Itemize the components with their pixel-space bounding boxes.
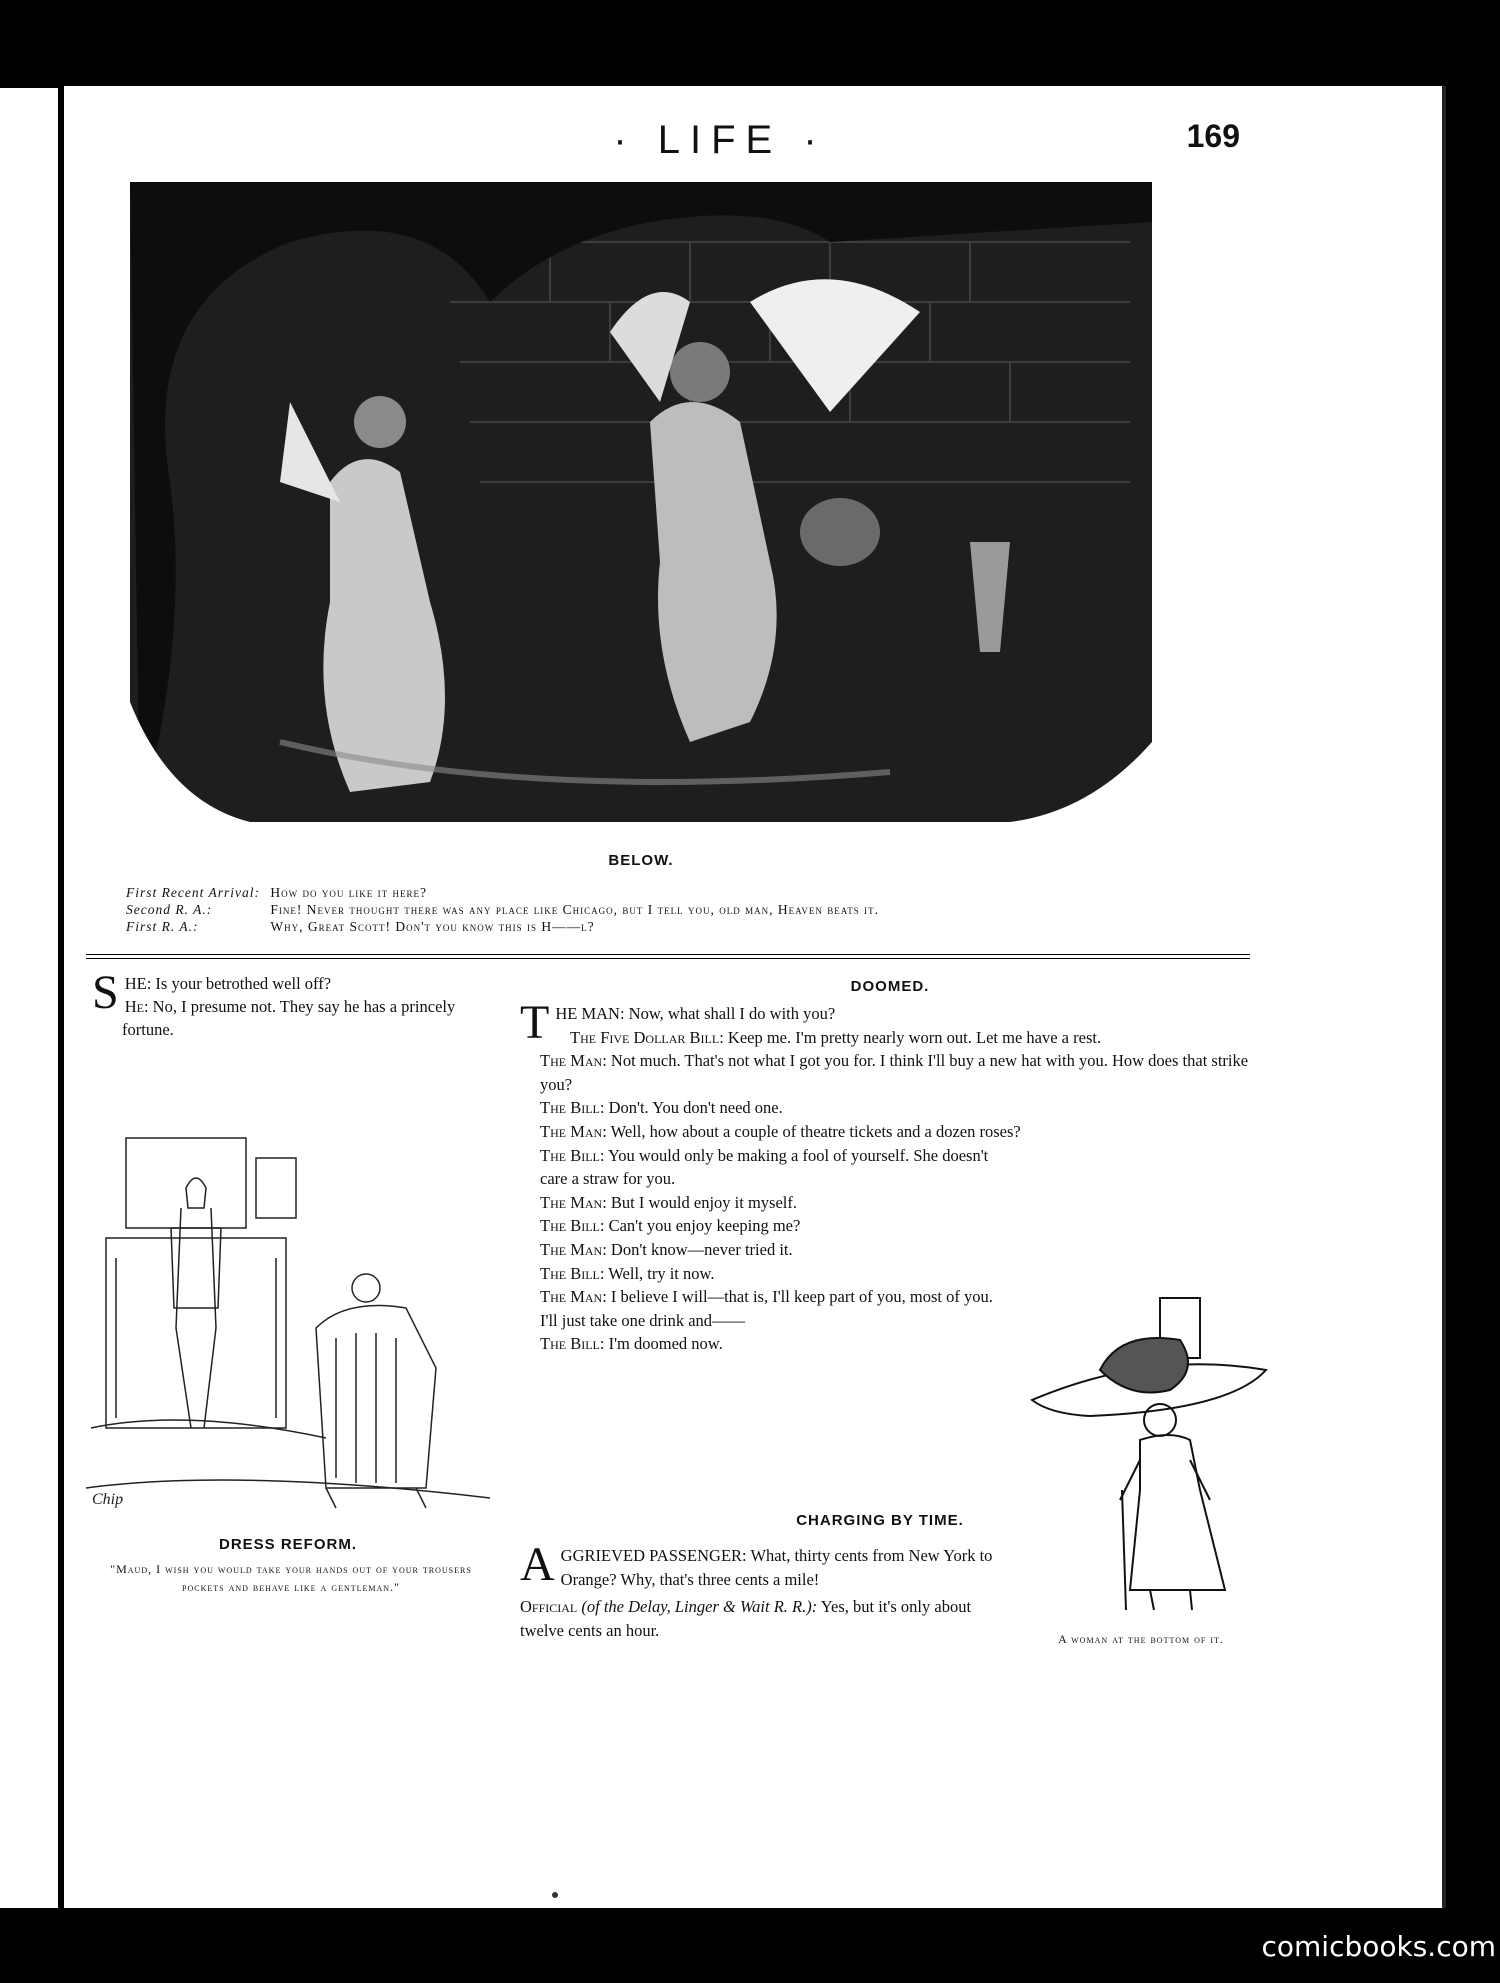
line-text: Can't you enjoy keeping me? — [604, 1216, 801, 1236]
speaker: The Man: — [540, 1287, 607, 1307]
speaker: The Bill: — [540, 1216, 605, 1236]
line-text: Not much. That's not what I got you for. I think I'll buy a new hat with you. How does that strike you? — [540, 1051, 1249, 1094]
below-title: BELOW. — [608, 852, 674, 869]
dress-reform-illustration — [86, 1128, 490, 1526]
line-text: Don't. You don't need one. — [604, 1098, 783, 1118]
line-text: I believe I will—that is, I'll keep part of you, most of you. I'll just take one drink and—— — [540, 1287, 993, 1330]
drop-cap: S — [92, 966, 119, 1019]
line-text: Well, try it now. — [604, 1263, 715, 1283]
drop-cap: T — [520, 996, 550, 1049]
line-text: Why, Great Scott! Don't you know this is H——l? — [270, 919, 595, 934]
below-illustration — [130, 182, 1152, 822]
dialog-line — [520, 1002, 1260, 1026]
watermark: comicbooks.com — [1261, 1930, 1496, 1963]
line-text: Keep me. I'm pretty nearly worn out. Let me have a rest. — [723, 1027, 1102, 1047]
line-text: Is your betrothed well off? — [151, 974, 332, 993]
line-text: Now, what shall I do with you? — [624, 1004, 836, 1023]
line-text: I'm doomed now. — [604, 1334, 723, 1354]
speaker: The Bill: — [540, 1145, 605, 1165]
she-he-joke — [92, 966, 492, 1041]
speaker: The Man: — [540, 1121, 607, 1141]
speaker: HE: — [124, 974, 152, 993]
speaker: He: — [124, 997, 149, 1016]
speaker: First Recent Arrival: — [126, 885, 260, 900]
railroad-name: (of the Delay, Linger & Wait R. R.): — [577, 1597, 818, 1617]
dialog-line — [520, 1144, 1010, 1191]
dialog-line — [126, 884, 1226, 901]
speaker: Official — [520, 1597, 578, 1617]
line-text: No, I presume not. They say he has a princely fortune. — [122, 997, 456, 1039]
masthead: · LIFE · — [613, 118, 827, 162]
speaker: The Bill: — [540, 1263, 605, 1283]
dialog-line — [126, 901, 1226, 918]
dialog-line — [520, 1285, 1010, 1332]
line-text: But I would enjoy it myself. — [606, 1192, 797, 1212]
charging-title: CHARGING BY TIME. — [796, 1512, 964, 1529]
line-text: Fine! Never thought there was any place like Chicago, but I tell you, old man, Heaven beats it. — [270, 902, 880, 917]
line-text: Yes, but it's only about twelve cents an hour. — [520, 1597, 972, 1640]
page-right-edge — [1442, 86, 1446, 1908]
woman-illustration — [1030, 1290, 1270, 1630]
divider-rule — [86, 954, 1250, 955]
dialog-line — [126, 918, 1226, 935]
dialog-line — [520, 1096, 1260, 1120]
dialog-line — [520, 1191, 1260, 1215]
speaker: The Man: — [540, 1192, 607, 1212]
dialog-line — [520, 1262, 1260, 1286]
page-number: 169 — [1186, 118, 1240, 154]
facing-page-edge — [0, 88, 58, 1908]
speaker: First R. A.: — [126, 919, 199, 934]
line-text: What, thirty cents from New York to Orange? Why, that's three cents a mile! — [560, 1546, 993, 1589]
line-text: How do you like it here? — [270, 885, 427, 900]
dress-reform-title: DRESS REFORM. — [218, 1536, 357, 1553]
dialog-line — [520, 1026, 1260, 1050]
dialog-line — [520, 1049, 1260, 1096]
speaker: The Bill: — [540, 1334, 605, 1354]
drop-cap: A — [520, 1538, 555, 1591]
dress-reform-quote: "Maud, I wish you would take your hands out of your trousers pockets and behave like a gentleman." — [110, 1562, 472, 1594]
charging-dialog — [520, 1538, 1010, 1642]
speaker: The Man: — [540, 1051, 607, 1071]
page-mark — [552, 1892, 558, 1898]
dialog-line — [520, 1595, 1010, 1642]
speaker: GGRIEVED PASSENGER: — [560, 1546, 747, 1565]
divider-rule — [86, 958, 1250, 959]
speaker: The Man: — [540, 1239, 607, 1259]
artist-signature: Chip — [92, 1491, 124, 1508]
speaker: The Five Dollar Bill: — [570, 1027, 724, 1047]
dialog-line — [520, 1538, 1010, 1591]
line-text: Don't know—never tried it. — [606, 1239, 793, 1259]
line-text: Well, how about a couple of theatre tickets and a dozen roses? — [606, 1121, 1021, 1141]
line-text: You would only be making a fool of yourself. She doesn't care a straw for you. — [540, 1145, 989, 1189]
dialog-line — [520, 1120, 1260, 1144]
speaker: Second R. A.: — [126, 902, 213, 917]
woman-caption: A woman at the bottom of it. — [1058, 1632, 1224, 1646]
dialog-line — [520, 1238, 1260, 1262]
below-dialog — [126, 884, 1226, 935]
dialog-line — [520, 1214, 1260, 1238]
speaker: HE MAN: — [555, 1004, 625, 1023]
doomed-title: DOOMED. — [850, 978, 930, 995]
speaker: The Bill: — [540, 1098, 605, 1118]
